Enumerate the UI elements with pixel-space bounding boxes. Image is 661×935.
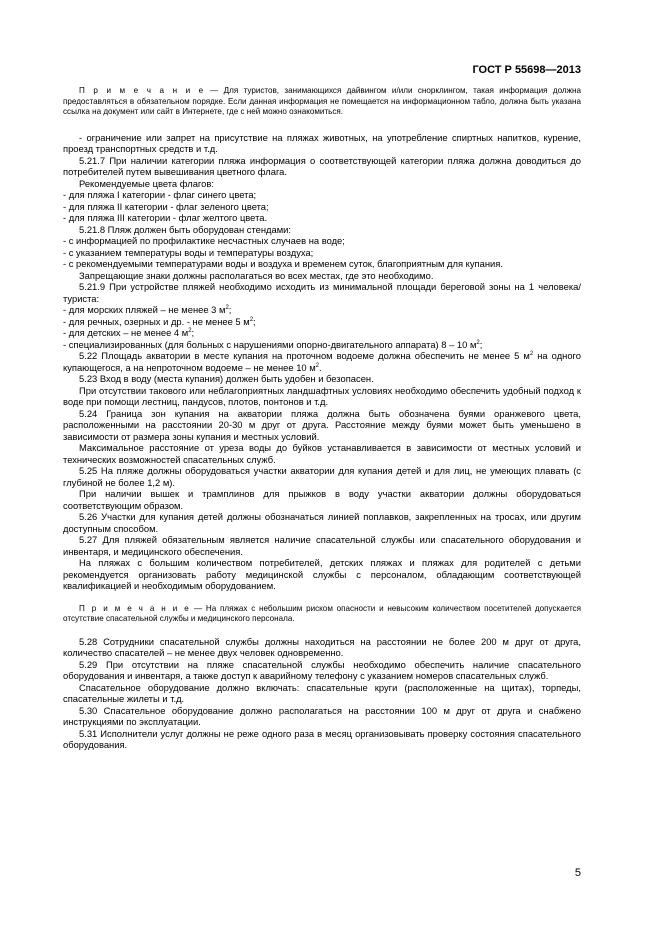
list-item-flag-cat1: - для пляжа I категории - флаг синего цвета; [63, 189, 257, 200]
square-superscript: 2 [315, 362, 320, 369]
paragraph-medical-service: На пляжах с большим количеством потребителей, детских пляжах и пляжах для родителей с детьми рекомендуется организовать работу медицинской службы с персоналом, обладающим соответствующей квалификацией и необходимым оборудованием. [63, 557, 581, 591]
paragraph-5-27: 5.27 Для пляжей обязательным является наличие спасательной службы или спасательного оборудования и инвентаря, и медицинского обеспечения. [63, 534, 581, 557]
paragraph-5-28: 5.28 Сотрудники спасательной службы должны находиться на расстоянии не более 200 м друг от друга, количество спасателей – не менее двух человек одновременно. [63, 635, 581, 658]
list-item-area-river [63, 316, 581, 328]
square-superscript: 2 [529, 351, 534, 357]
paragraph-5-21-8: 5.21.8 Пляж должен быть оборудован стендами: [79, 223, 292, 235]
p522-text-part2: на одного купающегося, а на непроточном водоеме – не менее 10 м [63, 350, 581, 373]
note-label: П р и м е ч а н и е [79, 603, 191, 613]
area-special-text: - специализированных (для больных с нарушениями опорно-двигательного аппарата) 8 – 10 м [63, 338, 477, 350]
punctuation: ; [191, 327, 195, 338]
area-river-text: - для речных, озерных и др. - не менее 5 м [63, 315, 250, 327]
list-item-area-sea [63, 304, 581, 316]
paragraph-flag-colors: Рекомендуемые цвета флагов: [79, 177, 214, 189]
list-item-flag-cat2: - для пляжа II категории - флаг зеленого цвета; [63, 200, 269, 212]
paragraph-water-access: При отсутствии такового или неблагоприятных ландшафтных условиях необходимо обеспечить удобный подход к воде при помощи лестниц, пандусов, плотов, понтонов и т.д. [63, 384, 581, 407]
document-standard-number: ГОСТ Р 55698—2013 [472, 64, 581, 76]
paragraph-rescue-equipment: Спасательное оборудование должно включать: спасательные круги (расположенные на щитах), торпеды, спасательные жилеты и т.д. [63, 681, 581, 704]
note-text: — На пляжах с небольшим риском опасности и невысоким количеством посетителей допускается отсутствие спасательной службы и медицинского персонала. [63, 603, 581, 623]
list-item-stand-temperature: - с указанием температуры воды и температуры воздуха; [63, 246, 314, 258]
paragraph-restrictions: - ограничение или запрет на присутствие на пляжах животных, на употребление спиртных напитков, курение, проезд транспортных средств и т.д. [63, 131, 581, 154]
list-item-area-special [63, 339, 581, 351]
note-label: П р и м е ч а н и е [79, 86, 205, 95]
p522-text-part1: 5.22 Площадь акватории в месте купания на проточном водоеме должна обеспечить не менее 5 м [79, 350, 530, 361]
paragraph-5-24: 5.24 Граница зон купания на акватории пляжа должна быть обозначена буями оранжевого цвета, расположенными на расстоянии 20-30 м друг от друга. Расстояние между буями может быть уменьшено в зависимости от размера зоны купания и местных условий. [63, 407, 581, 442]
punctuation: . [319, 361, 322, 373]
punctuation: ; [228, 304, 232, 315]
paragraph-prohibition-signs: Запрещающие знаки должны располагаться во всех местах, где это необходимо. [79, 269, 434, 281]
paragraph-5-30: 5.30 Спасательное оборудование должно располагаться на расстоянии 100 м друг от друга и снабжено инструкциями по эксплуатации. [63, 704, 581, 727]
list-item-area-children [63, 327, 581, 339]
paragraph-5-21-7: 5.21.7 При наличии категории пляжа информация о соответствующей категории пляжа должна доводиться до потребителей путем вывешивания цветного флага. [63, 154, 581, 177]
list-item-flag-cat3: - для пляжа III категории - флаг желтого цвета. [63, 212, 268, 223]
note-text: — Для туристов, занимающихся дайвингом и/или снорклингом, такая информация должна предоставляться в обязательном порядке. Если данная информация не помещается на информационном табло, должна быть указана ссылка на документ или сайт в Интернете, где с ней можно ознакомиться. [63, 86, 581, 116]
list-item-stand-recommended: - с рекомендуемыми температурами воды и воздуха и временем суток, благоприятным для купания. [63, 258, 503, 269]
paragraph-5-22 [63, 350, 581, 373]
square-superscript: 2 [476, 339, 480, 346]
punctuation: ; [253, 315, 256, 327]
area-children-text: - для детских – не менее 4 м [63, 327, 189, 338]
paragraph-buoy-distance: Максимальное расстояние от уреза воды до буйков устанавливается в зависимости от местных условий и технических возможностей спасательных служб. [63, 442, 581, 465]
note-tourists-diving [63, 86, 581, 118]
paragraph-5-31: 5.31 Исполнители услуг должны не реже одного раза в месяц организовывать проверку состояния спасательного оборудования. [63, 727, 581, 750]
square-superscript: 2 [225, 305, 229, 311]
page-content [63, 86, 581, 751]
paragraph-5-29: 5.29 При отсутствии на пляже спасательной службы необходимо обеспечить наличие спасательного оборудования и инвентаря, а также доступ к аварийному телефону с указанием номеров спасательных служб. [63, 658, 581, 681]
square-superscript: 2 [249, 316, 254, 323]
list-item-stand-accidents: - с информацией по профилактике несчастных случаев на воде; [63, 235, 345, 246]
square-superscript: 2 [188, 328, 192, 334]
punctuation: ; [479, 338, 483, 350]
note-low-risk-beaches [63, 604, 581, 625]
paragraph-5-23: 5.23 Вход в воду (места купания) должен быть удобен и безопасен. [79, 373, 374, 384]
paragraph-towers: При наличии вышек и трамплинов для прыжков в воду участки акватории должны оборудоваться соответствующим образом. [63, 488, 581, 511]
page-number: 5 [574, 867, 581, 879]
paragraph-5-25: 5.25 На пляже должны оборудоваться участки акватории для купания детей и для лиц, не умеющих плавать (с глубиной не более 1,2 м). [63, 465, 581, 488]
area-sea-text: - для морских пляжей – не менее 3 м [63, 304, 226, 315]
paragraph-5-21-9: 5.21.9 При устройстве пляжей необходимо исходить из минимальной площади береговой зоны на 1 человека/туриста: [63, 281, 581, 304]
paragraph-5-26: 5.26 Участки для купания детей должны обозначаться линией поплавков, закрепленных на тросах, или другим доступным способом. [63, 511, 581, 534]
